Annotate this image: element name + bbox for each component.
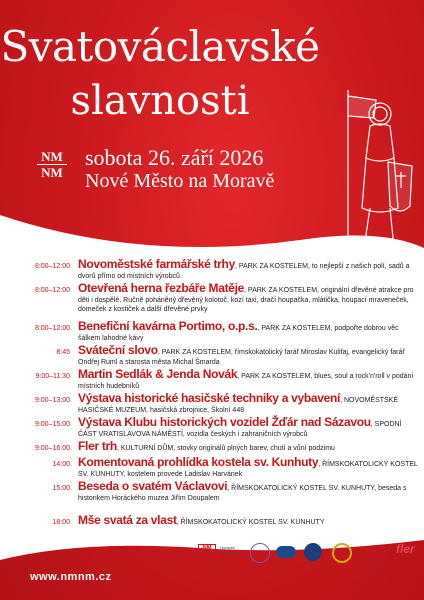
event-date: sobota 26. září 2026 <box>85 145 264 170</box>
item-time: 8:00–12:00 <box>34 325 70 332</box>
item-desc: , PARK ZA KOSTELEM, to nejlepší z našich polí, sadů a dvorů přímo od místních výrobců <box>78 263 410 280</box>
sponsor-round-logo-3 <box>332 543 352 563</box>
item-time: 9:00–16:00 <box>34 445 70 452</box>
website-link[interactable]: www.nmnm.cz <box>30 571 112 583</box>
item-title: Martin Sedlák & Jenda Novák <box>78 367 238 381</box>
item-time: 15:00 <box>52 485 70 492</box>
sponsor-round-logo-2 <box>304 543 322 561</box>
item-time: 8:45 <box>56 349 70 356</box>
item-title: Novoměstské farmářské trhy <box>78 257 235 271</box>
item-time: 8:00–12:00 <box>34 263 70 270</box>
item-desc: , ŘÍMSKOKATOLICKÝ KOSTEL SV. KUNHUTY, beseda s historikem Horáckého muzea Jiřím Doupalem <box>78 485 407 502</box>
item-time: 14:00 <box>52 461 70 468</box>
item-time: 18:00 <box>52 519 70 526</box>
item-desc: , PARK ZA KOSTELEM, originální dřevěné atrakce pro děti i dospělé. Ručně poháněný dřevěný kolotoč, kozí taxi, dračí houpačka, mlátička, houpací mraveneček, domeček z kostiček a další dřevěné prvky <box>78 287 414 314</box>
item-desc: , NOVOMĚSTSKÉ HASIČSKÉ MUZEUM, hasičská zbrojnice, Školní 448 <box>78 397 399 414</box>
item-desc: , KULTURNÍ DŮM, stovky originálů plných barev, chutí a vůní podzimu <box>116 445 335 452</box>
item-title: Otevřená herna řezbáře Matěje <box>78 281 245 295</box>
item-time: 9:00–15:00 <box>34 421 70 428</box>
item-desc: , PARK ZA KOSTELEM, podpořte dobrou věc šálkem lahodné kávy <box>78 325 399 342</box>
title-line-1: Svatováclavské <box>0 22 320 71</box>
item-desc: , PARK ZA KOSTELEM, římskokatolický farář Miroslav Kulifaj, evangelický farář Ondřej Ruml a starosta města Michal Šmarda <box>78 349 405 366</box>
item-desc: , ŘÍMSKOKATOLICKÝ KOSTEL SV. KUNHUTY, kostelem provede Ladislav Harvánek <box>78 461 418 478</box>
item-desc: , ŘÍMSKOKATOLICKÝ KOSTEL SV. KUNHUTY <box>176 519 325 526</box>
title-line-2: slavnosti <box>70 78 250 124</box>
item-desc: , PARK ZA KOSTELEM, blues, soul a rock'n'roll v podání místních hudebníků <box>78 373 414 390</box>
item-title: Výstava Klubu historických vozidel Žďár nad Sázavou <box>78 415 371 429</box>
museum-logo-label: Horácké muzeum <box>220 545 236 555</box>
item-time: 9:00–11:30 <box>35 373 70 380</box>
item-title: Beseda o svatém Václavovi <box>78 479 228 493</box>
nmnm-small-logo: NM NM <box>198 544 216 562</box>
item-time: 9:00–13:00 <box>34 397 70 404</box>
item-title: Benefiční kavárna Portimo, o.p.s. <box>78 319 258 333</box>
sponsor-logos <box>198 540 424 570</box>
event-place: Nové Město na Moravě <box>85 170 275 192</box>
sponsor-script-logo: ~~ <box>356 544 373 555</box>
item-desc: , SPODNÍ ČÁST VRATISLAVOVA NÁMĚSTÍ, vozidla českých i zahraničních výrobců <box>78 421 402 438</box>
fler-logo: fler <box>396 542 415 556</box>
item-title: Sváteční slovo <box>78 343 158 357</box>
item-title: Mše svatá za vlast <box>78 513 177 527</box>
sponsor-logo-blue <box>276 546 296 558</box>
item-title: Výstava historické hasičské techniky a vybavení <box>78 391 341 405</box>
item-title: Komentovaná prohlídka kostela sv. Kunhuty <box>78 455 319 469</box>
sponsor-round-logo-1 <box>250 543 270 563</box>
nmnm-logo: NM NM <box>37 150 67 180</box>
item-title: Fler trh <box>78 439 117 453</box>
item-time: 8:00–12:00 <box>34 287 70 294</box>
